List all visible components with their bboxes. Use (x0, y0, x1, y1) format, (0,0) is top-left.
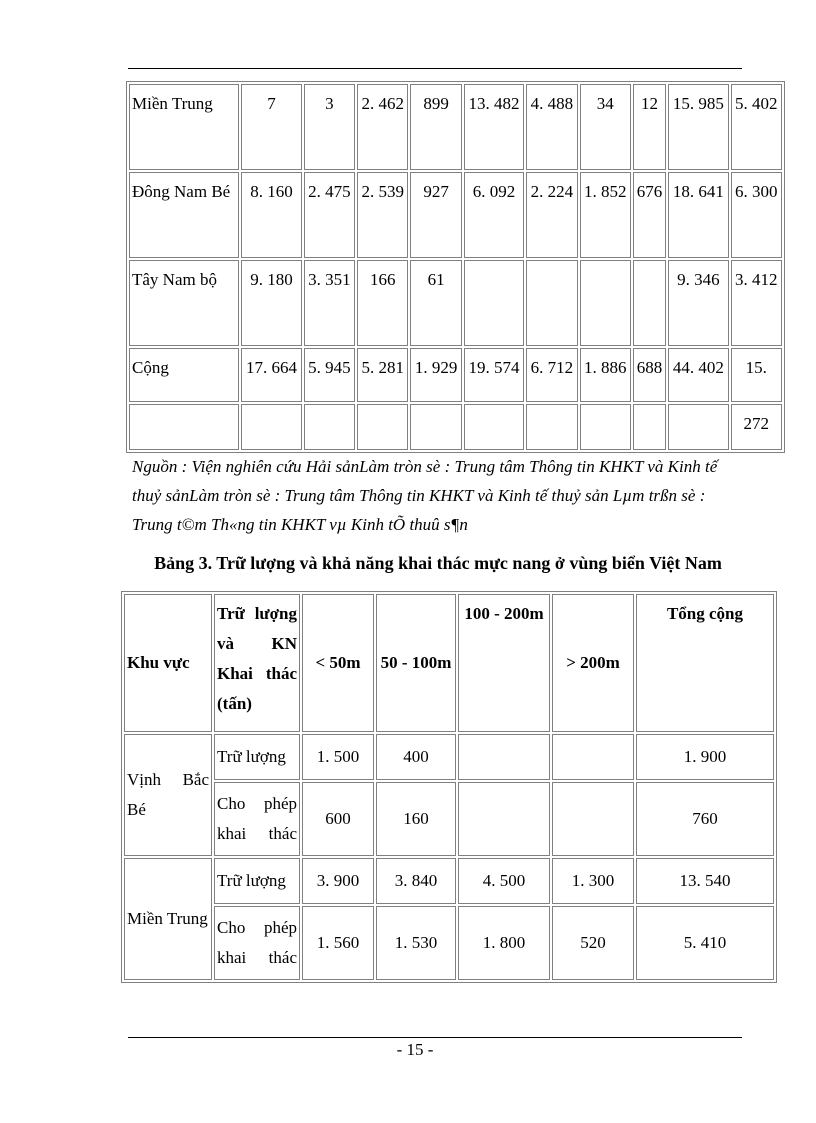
value-cell: 3 (304, 84, 355, 170)
value-cell: 5. 402 (731, 84, 782, 170)
value-cell (633, 404, 666, 450)
value-cell (668, 404, 728, 450)
value-cell: 5. 945 (304, 348, 355, 402)
value-cell (410, 404, 461, 450)
value-cell: 688 (633, 348, 666, 402)
value-cell: 160 (376, 782, 456, 856)
table-row (129, 84, 782, 170)
value-cell: 13. 482 (464, 84, 524, 170)
table-row (129, 260, 782, 346)
value-cell: 44. 402 (668, 348, 728, 402)
value-cell (304, 404, 355, 450)
region-cell (129, 404, 239, 450)
value-cell (526, 404, 577, 450)
value-cell: 13. 540 (636, 858, 774, 904)
value-cell: 760 (636, 782, 774, 856)
value-cell: 1. 500 (302, 734, 374, 780)
value-cell (464, 260, 524, 346)
value-cell: 18. 641 (668, 172, 728, 258)
value-cell: 12 (633, 84, 666, 170)
value-cell: 1. 929 (410, 348, 461, 402)
value-cell (552, 734, 634, 780)
value-cell: 61 (410, 260, 461, 346)
header-row (124, 594, 774, 732)
source-note: Nguồn : Viện nghiên cứu Hải sảnLàm tròn sè : Trung tâm Thông tin KHKT và Kinh tế thuỷ sảnLàm tròn sè : Trung tâm Thông tin KHKT và Kinh tế thuỷ sản Lµm trßn sè : Trung t©m Th«ng tin KHKT vµ Kinh tÕ thuû s¶n (132, 457, 718, 534)
value-cell: 6. 712 (526, 348, 577, 402)
table-caption: Bảng 3. Trữ lượng và khả năng khai thác mực nang ở vùng biển Việt Nam (154, 553, 722, 573)
value-cell: 520 (552, 906, 634, 980)
value-cell: 3. 412 (731, 260, 782, 346)
value-cell: 676 (633, 172, 666, 258)
value-cell: 15. 985 (668, 84, 728, 170)
region-cell: Miền Trung (124, 858, 212, 980)
value-cell (580, 404, 631, 450)
value-cell: 2. 462 (357, 84, 408, 170)
header-depth-under-50: < 50m (302, 594, 374, 732)
value-cell: 2. 224 (526, 172, 577, 258)
value-cell (458, 782, 550, 856)
value-cell: 600 (302, 782, 374, 856)
value-cell: 1. 530 (376, 906, 456, 980)
value-cell: 1. 300 (552, 858, 634, 904)
value-cell: 3. 840 (376, 858, 456, 904)
value-cell: 1. 852 (580, 172, 631, 258)
header-type: Trữ lượng và KN Khai thác (tấn) (214, 594, 300, 732)
value-cell: 8. 160 (241, 172, 301, 258)
table-row (129, 348, 782, 402)
value-cell (526, 260, 577, 346)
value-cell: 15. (731, 348, 782, 402)
table-row (124, 734, 774, 780)
region-cell: Đông Nam Bé (129, 172, 239, 258)
region-cell: Tây Nam bộ (129, 260, 239, 346)
header-depth-50-100: 50 - 100m (376, 594, 456, 732)
value-cell: 1. 560 (302, 906, 374, 980)
value-cell: 1. 886 (580, 348, 631, 402)
table-row (124, 858, 774, 904)
value-cell: 272 (731, 404, 782, 450)
value-cell: 4. 488 (526, 84, 577, 170)
table-row (124, 906, 774, 980)
value-cell: 166 (357, 260, 408, 346)
value-cell (633, 260, 666, 346)
page-number: - 15 - (396, 1040, 434, 1059)
value-cell: 899 (410, 84, 461, 170)
header-total: Tổng cộng (636, 594, 774, 732)
value-cell (458, 734, 550, 780)
catch-by-region-table (126, 81, 785, 453)
value-cell: 1. 900 (636, 734, 774, 780)
type-cell: Cho phép khai thác (214, 906, 300, 980)
table-row (129, 404, 782, 450)
value-cell (580, 260, 631, 346)
header-depth-over-200: > 200m (552, 594, 634, 732)
region-cell: Vịnh Bắc Bé (124, 734, 212, 856)
value-cell: 5. 410 (636, 906, 774, 980)
value-cell: 2. 539 (357, 172, 408, 258)
value-cell: 9. 346 (668, 260, 728, 346)
value-cell: 3. 351 (304, 260, 355, 346)
value-cell (552, 782, 634, 856)
value-cell: 17. 664 (241, 348, 301, 402)
value-cell: 7 (241, 84, 301, 170)
value-cell (357, 404, 408, 450)
value-cell: 9. 180 (241, 260, 301, 346)
value-cell: 19. 574 (464, 348, 524, 402)
value-cell: 2. 475 (304, 172, 355, 258)
value-cell (464, 404, 524, 450)
value-cell: 34 (580, 84, 631, 170)
header-region: Khu vực (124, 594, 212, 732)
value-cell: 927 (410, 172, 461, 258)
value-cell: 6. 300 (731, 172, 782, 258)
value-cell: 3. 900 (302, 858, 374, 904)
value-cell: 1. 800 (458, 906, 550, 980)
region-cell: Miền Trung (129, 84, 239, 170)
type-cell: Trữ lượng (214, 858, 300, 904)
header-rule (128, 68, 742, 69)
type-cell: Trữ lượng (214, 734, 300, 780)
value-cell (241, 404, 301, 450)
value-cell: 6. 092 (464, 172, 524, 258)
type-cell: Cho phép khai thác (214, 782, 300, 856)
header-depth-100-200: 100 - 200m (458, 594, 550, 732)
region-cell: Cộng (129, 348, 239, 402)
value-cell: 4. 500 (458, 858, 550, 904)
table-row (129, 172, 782, 258)
squid-reserves-table (121, 591, 777, 983)
value-cell: 5. 281 (357, 348, 408, 402)
table-row (124, 782, 774, 856)
value-cell: 400 (376, 734, 456, 780)
footer-rule (128, 1037, 742, 1038)
